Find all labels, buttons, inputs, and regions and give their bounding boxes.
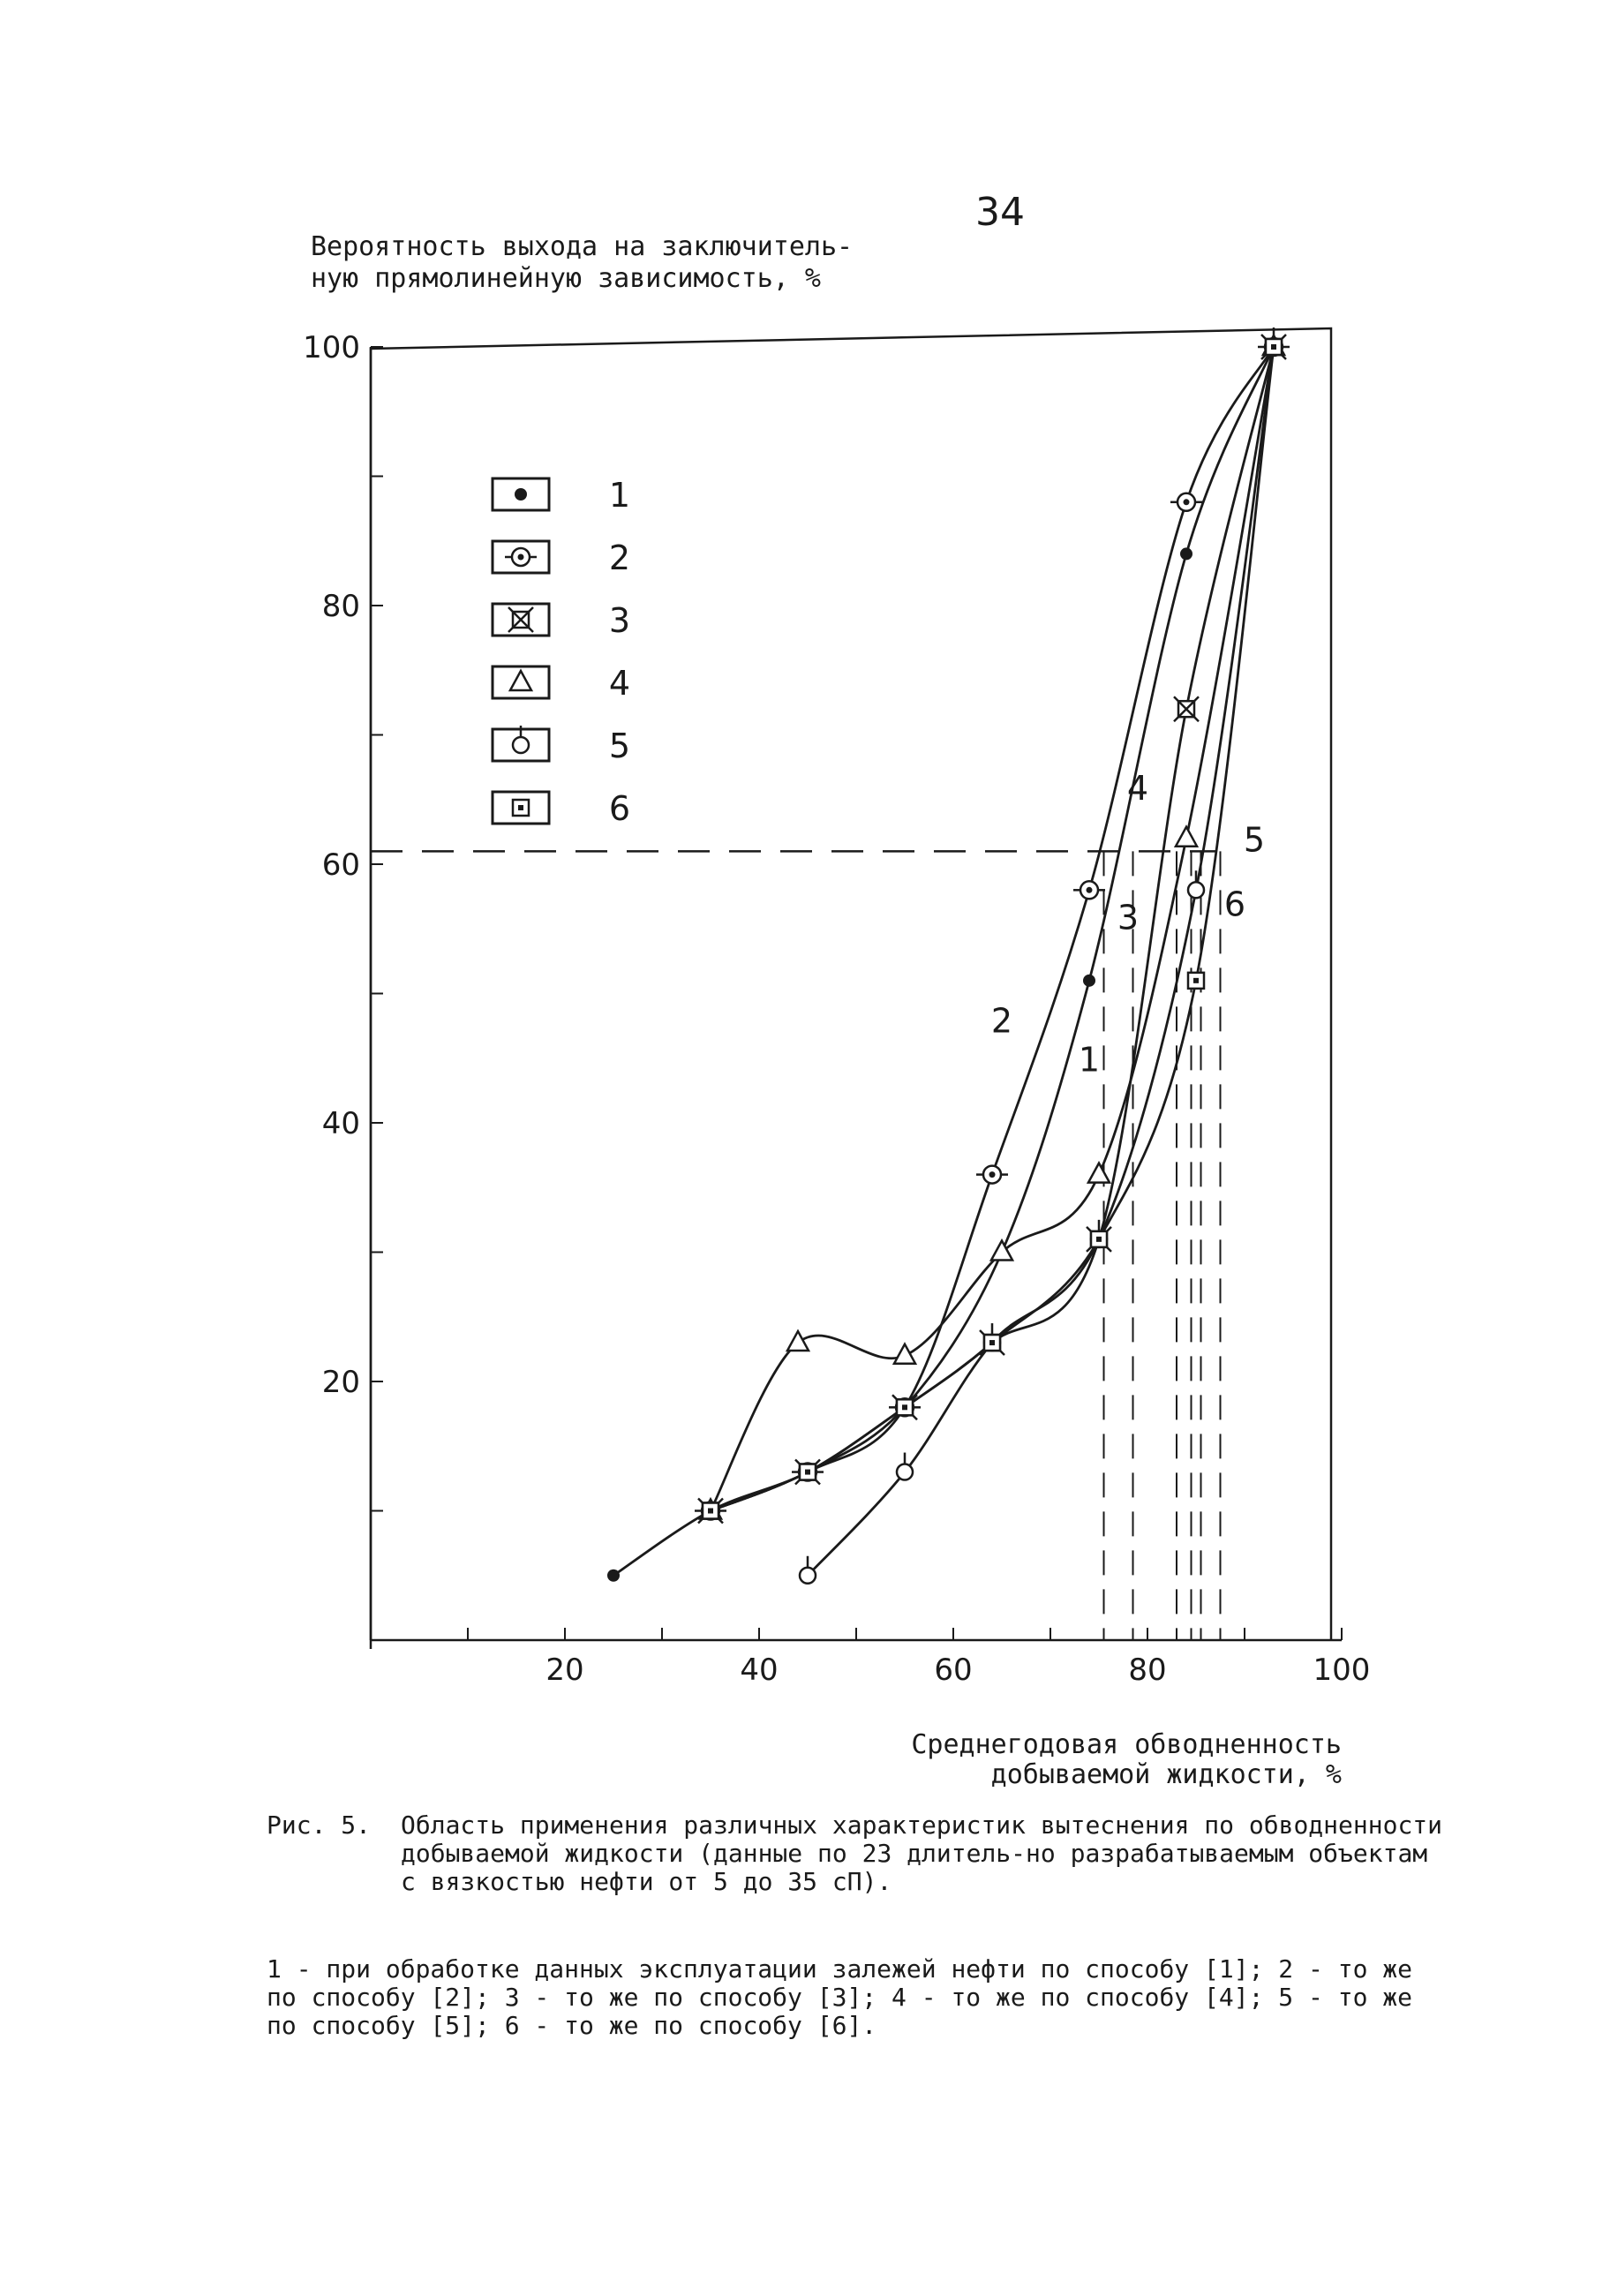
series-line-5: [808, 347, 1274, 1576]
x-tick-label: 20: [545, 1652, 584, 1688]
legend-marker-3: [508, 607, 533, 632]
y-axis-title: Вероятность выхода на заключитель- ную прямолинейную зависимость, %: [311, 231, 854, 294]
data-point-5: [800, 1556, 816, 1584]
data-point-4: [1088, 1163, 1110, 1183]
data-point-1: [1083, 975, 1095, 987]
series-curves: [613, 347, 1274, 1576]
y-tick-label: 80: [321, 589, 360, 624]
legend-label-4: 4: [608, 664, 631, 703]
data-point-1: [1180, 547, 1192, 560]
data-point-1: [607, 1570, 620, 1582]
legend-marker-4: [510, 671, 531, 690]
legend-label-6: 6: [608, 789, 631, 828]
x-axis-title: Среднегодовая обводненность добываемой жидкости, %: [911, 1729, 1342, 1790]
x-tick-label: 40: [740, 1652, 779, 1688]
figure-number: Рис. 5.: [267, 1810, 372, 1840]
y-tick-label: 40: [321, 1106, 360, 1141]
series-markers: [607, 327, 1290, 1584]
data-point-3: [1174, 696, 1199, 721]
legend-marker-2: [505, 548, 537, 566]
x-tick-label: 60: [934, 1652, 973, 1688]
figure-caption: [267, 1811, 1449, 1896]
legend: [493, 476, 630, 828]
curve-label-3: 3: [1117, 898, 1140, 937]
data-point-6: [1188, 973, 1204, 989]
data-point-2: [976, 1166, 1008, 1184]
data-point-5: [897, 1453, 913, 1480]
curve-label-6: 6: [1223, 885, 1246, 924]
legend-marker-1: [515, 488, 527, 501]
legend-label-3: 3: [608, 601, 631, 640]
data-point-6: [984, 1335, 1000, 1351]
data-point-2: [1073, 881, 1105, 899]
data-point-4: [991, 1241, 1012, 1261]
data-point-6: [1266, 339, 1282, 355]
data-point-6: [800, 1464, 816, 1480]
data-point-4: [894, 1344, 915, 1364]
axes: [303, 330, 1370, 1688]
legend-label-1: 1: [608, 476, 631, 515]
data-point-2: [1170, 493, 1202, 511]
curve-label-1: 1: [1078, 1040, 1101, 1080]
data-point-4: [1176, 827, 1197, 847]
curve-label-2: 2: [990, 1001, 1013, 1041]
y-tick-label: 20: [321, 1365, 360, 1400]
data-point-4: [787, 1331, 809, 1351]
x-tick-label: 100: [1313, 1652, 1371, 1688]
page-number: 34: [975, 190, 1025, 235]
data-point-6: [897, 1399, 913, 1415]
series-line-1: [613, 347, 1274, 1576]
legend-notes: 1 - при обработке данных эксплуатации залежей нефти по способу [1]; 2 - то же по способу [2]; 3 - то же по способу [3]; 4 - то же по способу [4]; 5 - то же по способу [5]; 6 - то же по способу [6].: [267, 1954, 1413, 2040]
data-point-6: [703, 1503, 718, 1519]
legend-label-2: 2: [608, 538, 631, 577]
x-tick-label: 80: [1128, 1652, 1167, 1688]
y-tick-label: 60: [321, 847, 360, 883]
caption-text: Область применения различных характеристик вытеснения по обводненности добываемой жидкости (данные по 23 длитель-но разрабатываемым объектам с вязкостью нефти от 5 до 35 сП).: [401, 1810, 1443, 1896]
data-point-6: [1091, 1231, 1107, 1247]
legend-marker-6: [513, 800, 529, 816]
legend-label-5: 5: [608, 726, 631, 765]
curve-label-5: 5: [1243, 820, 1266, 860]
curve-label-4: 4: [1126, 768, 1149, 808]
y-tick-label: 100: [303, 330, 360, 365]
